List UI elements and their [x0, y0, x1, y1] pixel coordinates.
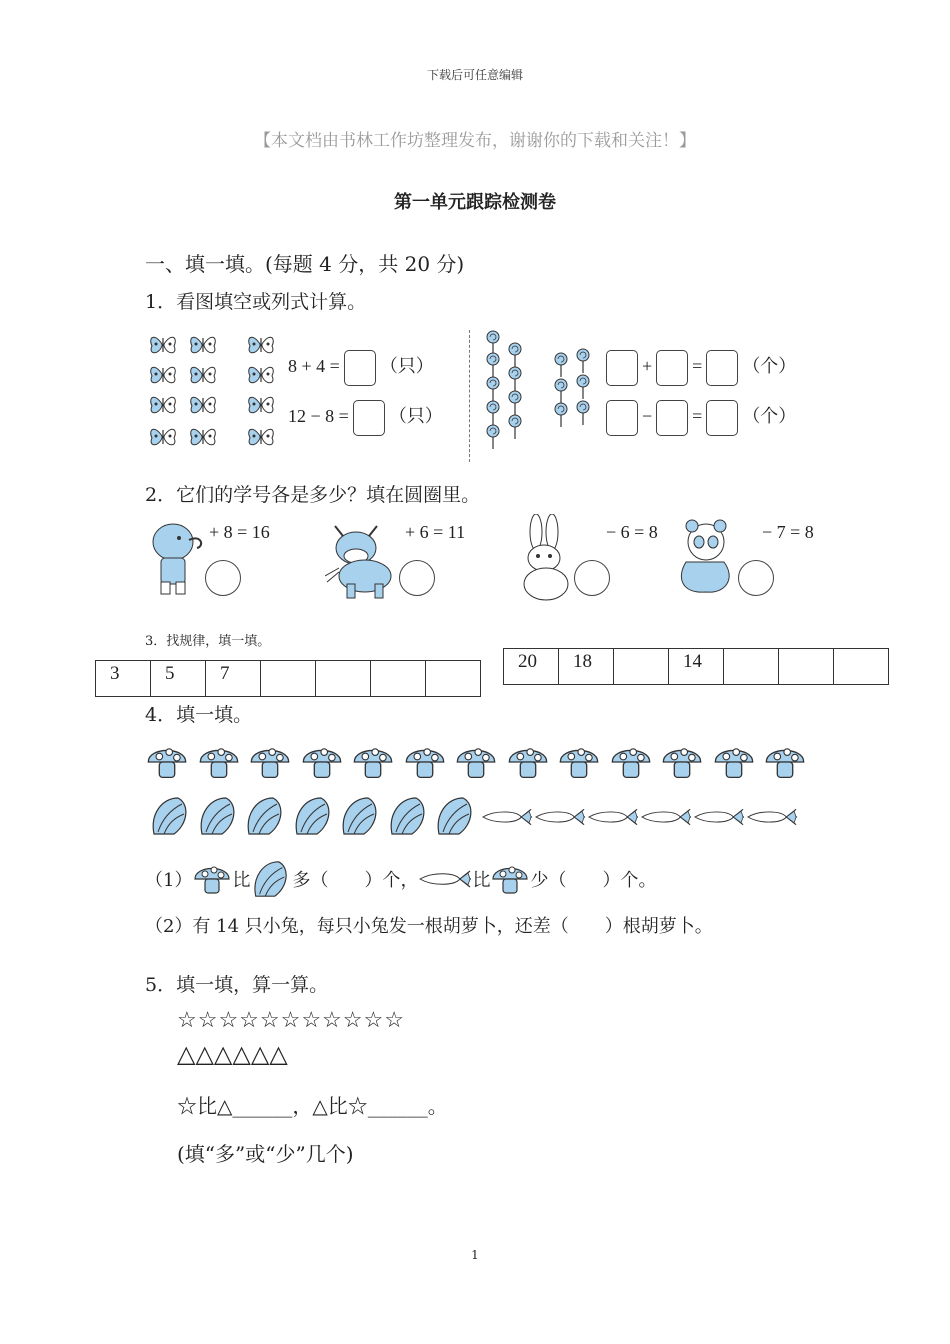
answer-cell[interactable] [371, 661, 426, 697]
compare-line: ☆比△______，△比☆______。 [177, 1094, 448, 1118]
mushroom-icon [763, 740, 807, 784]
table-cell: 5 [151, 661, 206, 697]
compare-word: 比 [472, 870, 491, 891]
butterfly-group [148, 332, 278, 456]
mushroom-icon [403, 740, 447, 784]
cabbage-icon [250, 858, 292, 900]
cabbage-icon [196, 794, 240, 838]
animal-equation: + 8 = 16 [209, 522, 270, 542]
answer-circle[interactable] [399, 560, 435, 596]
lollipop-icon [484, 330, 604, 455]
cow-icon [325, 518, 405, 602]
unit-label: （只） [388, 406, 443, 427]
cabbage-icon [291, 794, 335, 838]
mushroom-icon [660, 740, 704, 784]
answer-box[interactable] [606, 400, 638, 436]
plus-sign: + [642, 356, 653, 377]
mushroom-icon [197, 740, 241, 784]
answer-circle[interactable] [574, 560, 610, 596]
question-4-part-1 [145, 858, 656, 900]
triangles-row: △△△△△△ [177, 1040, 288, 1068]
cabbage-icon [243, 794, 287, 838]
compare-word: 比 [232, 870, 251, 891]
page-header: 下载后可任意编辑 [426, 68, 523, 82]
sequence-table-2 [503, 648, 889, 685]
unit-label: （个） [742, 406, 797, 427]
answer-box[interactable] [353, 400, 385, 436]
divider [469, 330, 470, 462]
page-title: 第一单元跟踪检测卷 [394, 192, 556, 213]
unit-label: （只） [379, 356, 434, 377]
mushroom-icon [351, 740, 395, 784]
mushroom-icon [557, 740, 601, 784]
question-1-label: 1．看图填空或列式计算。 [145, 291, 367, 313]
table-cell: 3 [96, 661, 151, 697]
mushroom-icon [506, 740, 550, 784]
mushroom-icon [609, 740, 653, 784]
stars-row: ☆☆☆☆☆☆☆☆☆☆☆ [177, 1008, 405, 1033]
table-row [96, 661, 481, 697]
answer-cell[interactable] [426, 661, 481, 697]
part-text: 少（ ）个。 [530, 870, 657, 891]
question-4-part-2: （2）有 14 只小兔，每只小兔发一根胡萝卜，还差（ ）根胡萝卜。 [145, 916, 713, 937]
panda-icon [676, 518, 746, 598]
carrot-icon [693, 806, 745, 828]
carrot-icon [418, 868, 472, 890]
section-heading: 一、填一填。(每题 4 分，共 20 分) [145, 252, 465, 276]
cabbage-icon [148, 794, 192, 838]
mushroom-icon [454, 740, 498, 784]
cabbage-icon [433, 794, 477, 838]
question-3-label: 3．找规律，填一填。 [145, 634, 271, 649]
question-5-label: 5．填一填，算一算。 [145, 974, 329, 996]
answer-box[interactable] [706, 350, 738, 386]
question-2-label: 2．它们的学号各是多少？填在圆圈里。 [145, 484, 481, 506]
equals-sign: = [692, 356, 703, 377]
mushroom-row [145, 740, 815, 784]
part-text: 多（ ）个， [292, 870, 419, 891]
part-prefix: （1） [145, 870, 193, 891]
answer-cell[interactable] [316, 661, 371, 697]
mushroom-icon [248, 740, 292, 784]
animal-equation: − 6 = 8 [606, 522, 658, 542]
butterfly-icon [148, 332, 278, 452]
table-cell: 18 [559, 649, 614, 685]
answer-box[interactable] [656, 400, 688, 436]
table-cell: 14 [669, 649, 724, 685]
notice-text: 【本文档由书林工作坊整理发布，谢谢你的下载和关注！】 [254, 131, 696, 151]
rabbit-icon [512, 514, 578, 604]
unit-label: （个） [742, 356, 797, 377]
carrot-icon [587, 806, 639, 828]
answer-box[interactable] [606, 350, 638, 386]
animal-equation: + 6 = 11 [405, 522, 466, 542]
answer-cell[interactable] [724, 649, 779, 685]
sequence-table-1 [95, 660, 481, 697]
animal-equation: − 7 = 8 [762, 522, 814, 542]
page-number: 1 [471, 1248, 479, 1262]
table-row [504, 649, 889, 685]
equation-text: 12 − 8 = [288, 406, 349, 427]
answer-cell[interactable] [834, 649, 889, 685]
question-4-label: 4．填一填。 [145, 704, 253, 726]
carrot-icon [746, 806, 798, 828]
lollipop-group [484, 330, 604, 459]
carrot-icon [534, 806, 586, 828]
vegetable-row [148, 794, 799, 838]
mushroom-icon [192, 859, 232, 899]
equation-row-3 [602, 350, 796, 386]
mushroom-icon [712, 740, 756, 784]
answer-cell[interactable] [261, 661, 316, 697]
mushroom-icon [490, 859, 530, 899]
answer-box[interactable] [706, 400, 738, 436]
equation-row-1 [288, 350, 434, 386]
equation-row-2 [288, 400, 443, 436]
answer-box[interactable] [344, 350, 376, 386]
answer-circle[interactable] [205, 560, 241, 596]
answer-cell[interactable] [614, 649, 669, 685]
table-cell: 7 [206, 661, 261, 697]
minus-sign: − [642, 406, 653, 427]
equals-sign: = [692, 406, 703, 427]
answer-cell[interactable] [779, 649, 834, 685]
table-cell: 20 [504, 649, 559, 685]
equation-text: 8 + 4 = [288, 356, 340, 377]
mushroom-icon [300, 740, 344, 784]
mushroom-icon [145, 740, 189, 784]
answer-circle[interactable] [738, 560, 774, 596]
elephant-icon [145, 518, 207, 598]
equation-row-4 [602, 400, 796, 436]
carrot-icon [640, 806, 692, 828]
cabbage-icon [338, 794, 382, 838]
answer-box[interactable] [656, 350, 688, 386]
cabbage-icon [386, 794, 430, 838]
hint-text: (填“多”或“少”几个) [177, 1142, 354, 1166]
carrot-icon [481, 806, 533, 828]
